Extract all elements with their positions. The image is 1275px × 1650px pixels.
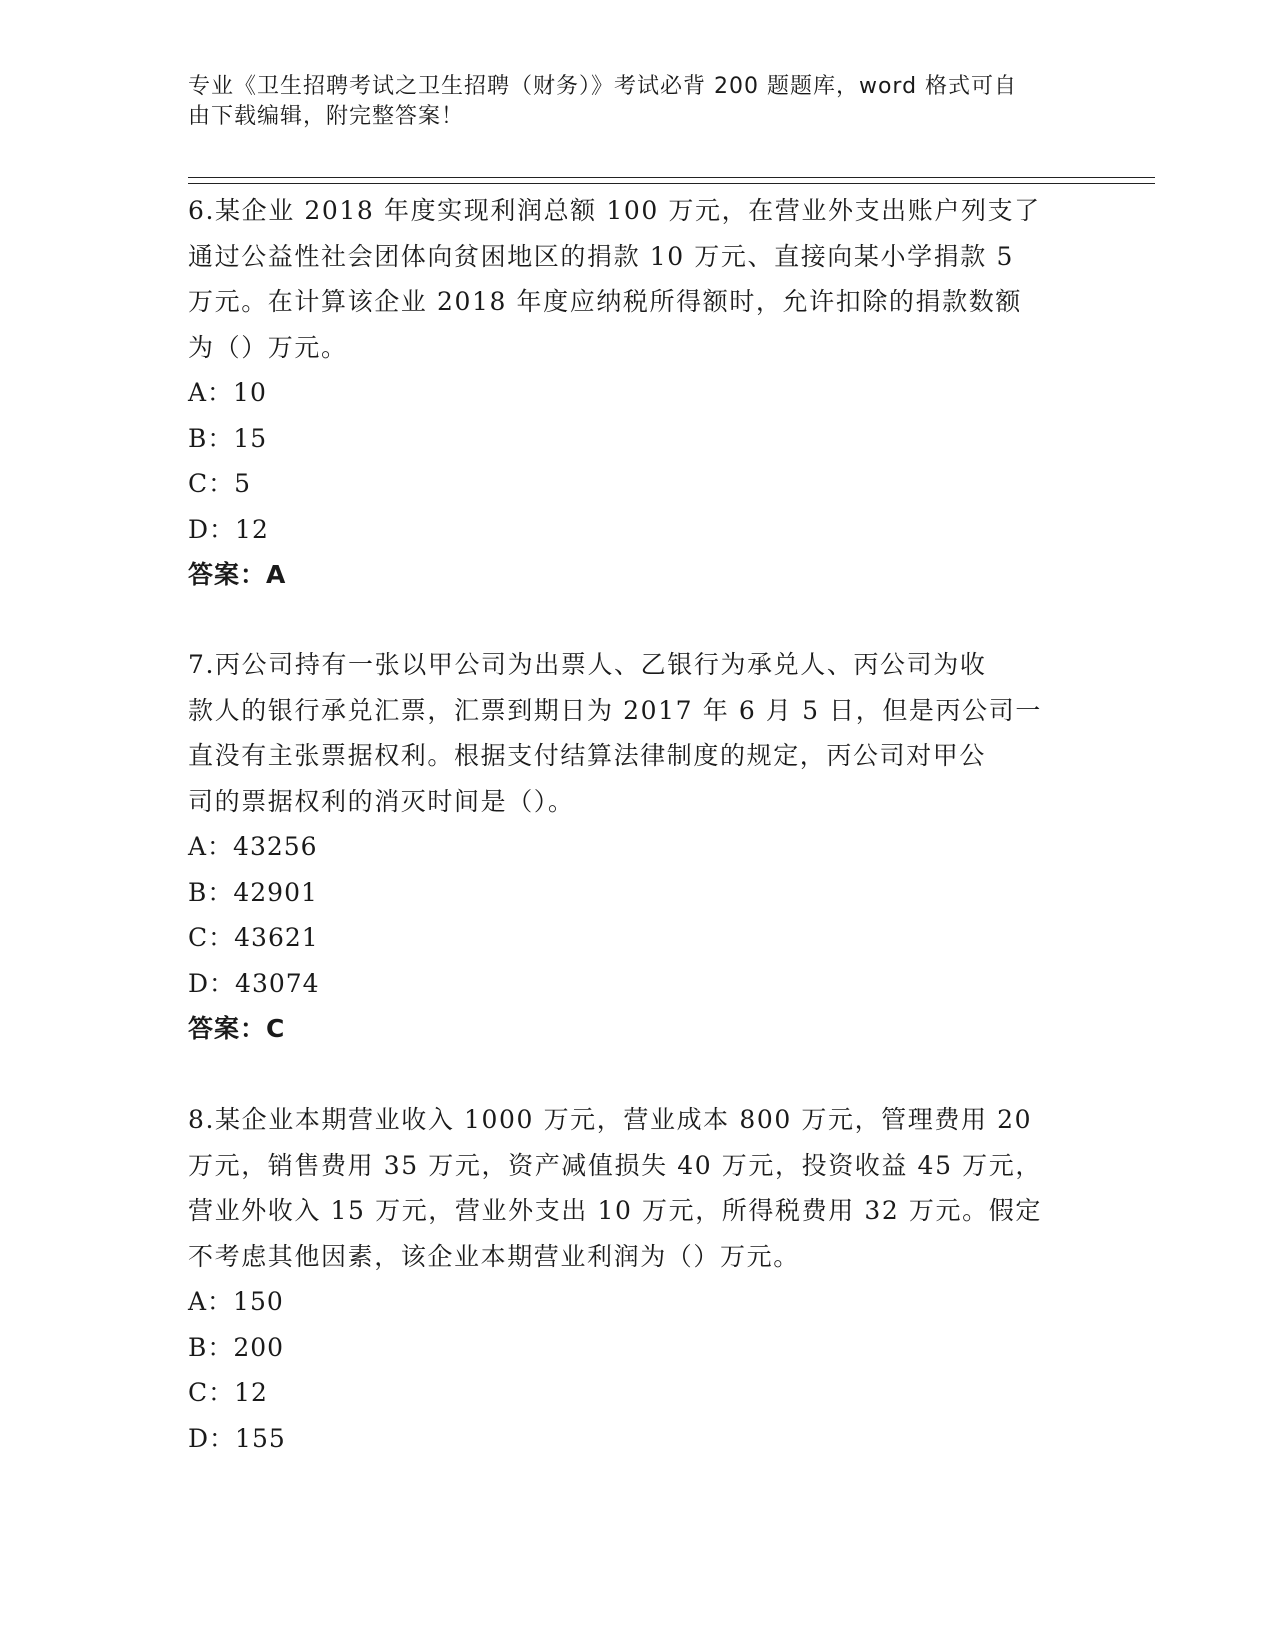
- option-c: C：12: [188, 1378, 268, 1407]
- header-line-1: 专业《卫生招聘考试之卫生招聘（财务）》考试必背 200 题题库，word 格式可自: [188, 74, 1018, 99]
- option-b: B：42901: [188, 877, 318, 907]
- answer: 答案：A: [188, 560, 287, 589]
- question-7: [188, 642, 1078, 1052]
- header-line-2: 由下载编辑，附完整答案！: [188, 104, 465, 129]
- option-d: D：43074: [188, 968, 320, 998]
- question-stem-line: 6.某企业 2018 年度实现利润总额 100 万元，在营业外支出账户列支了: [188, 196, 1041, 225]
- option-b: B：200: [188, 1332, 285, 1362]
- option-a: A：43256: [188, 832, 318, 861]
- header-divider-bottom: [188, 183, 1155, 184]
- option-d: D：155: [188, 1423, 286, 1453]
- document-header: [188, 72, 1068, 132]
- question-stem-line: 营业外收入 15 万元，营业外支出 10 万元，所得税费用 32 万元。假定: [188, 1196, 1042, 1225]
- question-6: [188, 188, 1078, 598]
- option-a: A：10: [188, 378, 267, 407]
- question-stem-line: 为（）万元。: [188, 332, 348, 362]
- question-stem-line: 8.某企业本期营业收入 1000 万元，营业成本 800 万元，管理费用 20: [188, 1105, 1033, 1134]
- question-stem-line: 7.丙公司持有一张以甲公司为出票人、乙银行为承兑人、丙公司为收: [188, 650, 987, 679]
- question-stem-line: 万元，销售费用 35 万元，资产减值损失 40 万元，投资收益 45 万元，: [188, 1150, 1042, 1180]
- option-b: B：15: [188, 423, 268, 453]
- question-stem-line: 直没有主张票据权利。根据支付结算法律制度的规定，丙公司对甲公: [188, 741, 987, 770]
- question-stem-line: 款人的银行承兑汇票，汇票到期日为 2017 年 6 月 5 日，但是丙公司一: [188, 695, 1042, 725]
- option-c: C：5: [188, 469, 252, 498]
- question-8: [188, 1097, 1078, 1461]
- option-c: C：43621: [188, 923, 319, 952]
- header-divider-top: [188, 177, 1155, 178]
- question-stem-line: 通过公益性社会团体向贫困地区的捐款 10 万元、直接向某小学捐款 5: [188, 241, 1014, 271]
- answer: 答案：C: [188, 1014, 286, 1043]
- option-a: A：150: [188, 1287, 284, 1316]
- question-stem-line: 万元。在计算该企业 2018 年度应纳税所得额时，允许扣除的捐款数额: [188, 287, 1022, 316]
- question-stem-line: 不考虑其他因素，该企业本期营业利润为（）万元。: [188, 1241, 800, 1271]
- option-d: D：12: [188, 514, 269, 544]
- question-stem-line: 司的票据权利的消灭时间是（）。: [188, 786, 575, 816]
